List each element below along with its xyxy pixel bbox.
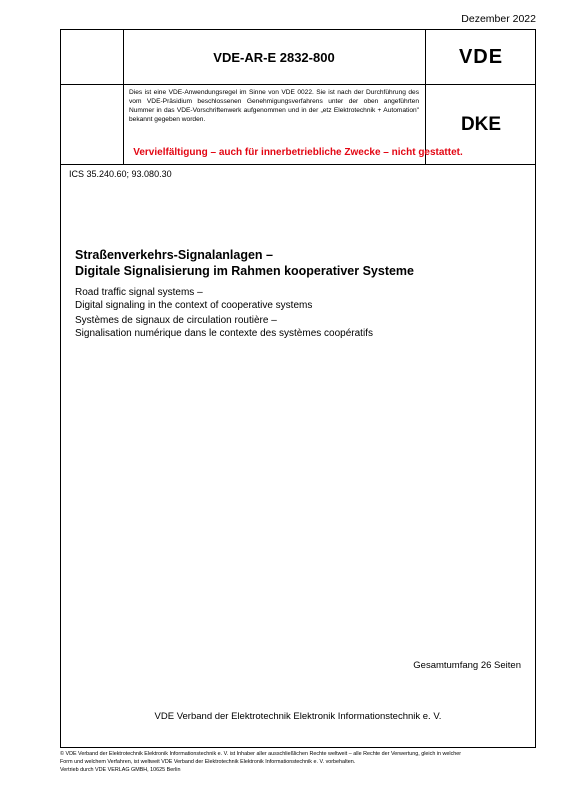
title-german-line: Digitale Signalisierung im Rahmen kooperativer Systeme bbox=[75, 263, 414, 278]
publication-date: Dezember 2022 bbox=[461, 13, 536, 25]
divider-line bbox=[61, 164, 535, 165]
document-number: VDE-AR-E 2832-800 bbox=[213, 49, 335, 65]
publisher: VDE Verband der Elektrotechnik Elektronik Informationstechnik e. V. bbox=[154, 711, 442, 722]
reproduction-warning: Vervielfältigung – auch für innerbetriebliche Zwecke – nicht gestattet. bbox=[133, 147, 463, 158]
copyright-line: © VDE Verband der Elektrotechnik Elektronik Informationstechnik e. V. ist Inhaber aller ausschließlichen Rechte weltweit – alle Rechte der Verwertung, gleich in welcher bbox=[60, 751, 462, 757]
copyright-line: Form und welchem Verfahren, ist weltweit VDE Verband der Elektrotechnik Elektronik Informationstechnik e. V. vorbehalten. bbox=[60, 759, 356, 766]
title-english bbox=[75, 286, 312, 312]
status-notice: Dies ist eine VDE-Anwendungsregel im Sinne von VDE 0022. Sie ist nach der Durchführung des vom VDE-Präsidium beschlossenen Genehmigungsverfahrens unter der oben angeführten Nummer in das VDE-Vorschriftenwerk aufgenommen und in der „etz Elektrotechnik + Automation" bekannt gegeben worden. bbox=[129, 89, 419, 123]
copyright-notice bbox=[60, 750, 536, 774]
title-french-line: Systèmes de signaux de circulation routière – bbox=[75, 315, 277, 326]
total-pages: Gesamtumfang 26 Seiten bbox=[413, 660, 521, 671]
title-french bbox=[75, 314, 373, 340]
title-german-line: Straßenverkehrs-Signalanlagen – bbox=[75, 248, 273, 262]
vde-logo: VDE bbox=[458, 45, 504, 68]
distribution-line: Vertrieb durch VDE VERLAG GMBH, 10625 Berlin bbox=[60, 767, 181, 774]
title-english-line: Digital signaling in the context of cooperative systems bbox=[75, 300, 313, 311]
cover-frame bbox=[60, 29, 536, 748]
title-german bbox=[75, 248, 414, 279]
title-french-line: Signalisation numérique dans le contexte des systèmes coopératifs bbox=[75, 328, 373, 339]
dke-label: DKE bbox=[460, 113, 502, 135]
title-english-line: Road traffic signal systems – bbox=[75, 287, 203, 298]
ics-classification: ICS 35.240.60; 93.080.30 bbox=[69, 169, 172, 179]
